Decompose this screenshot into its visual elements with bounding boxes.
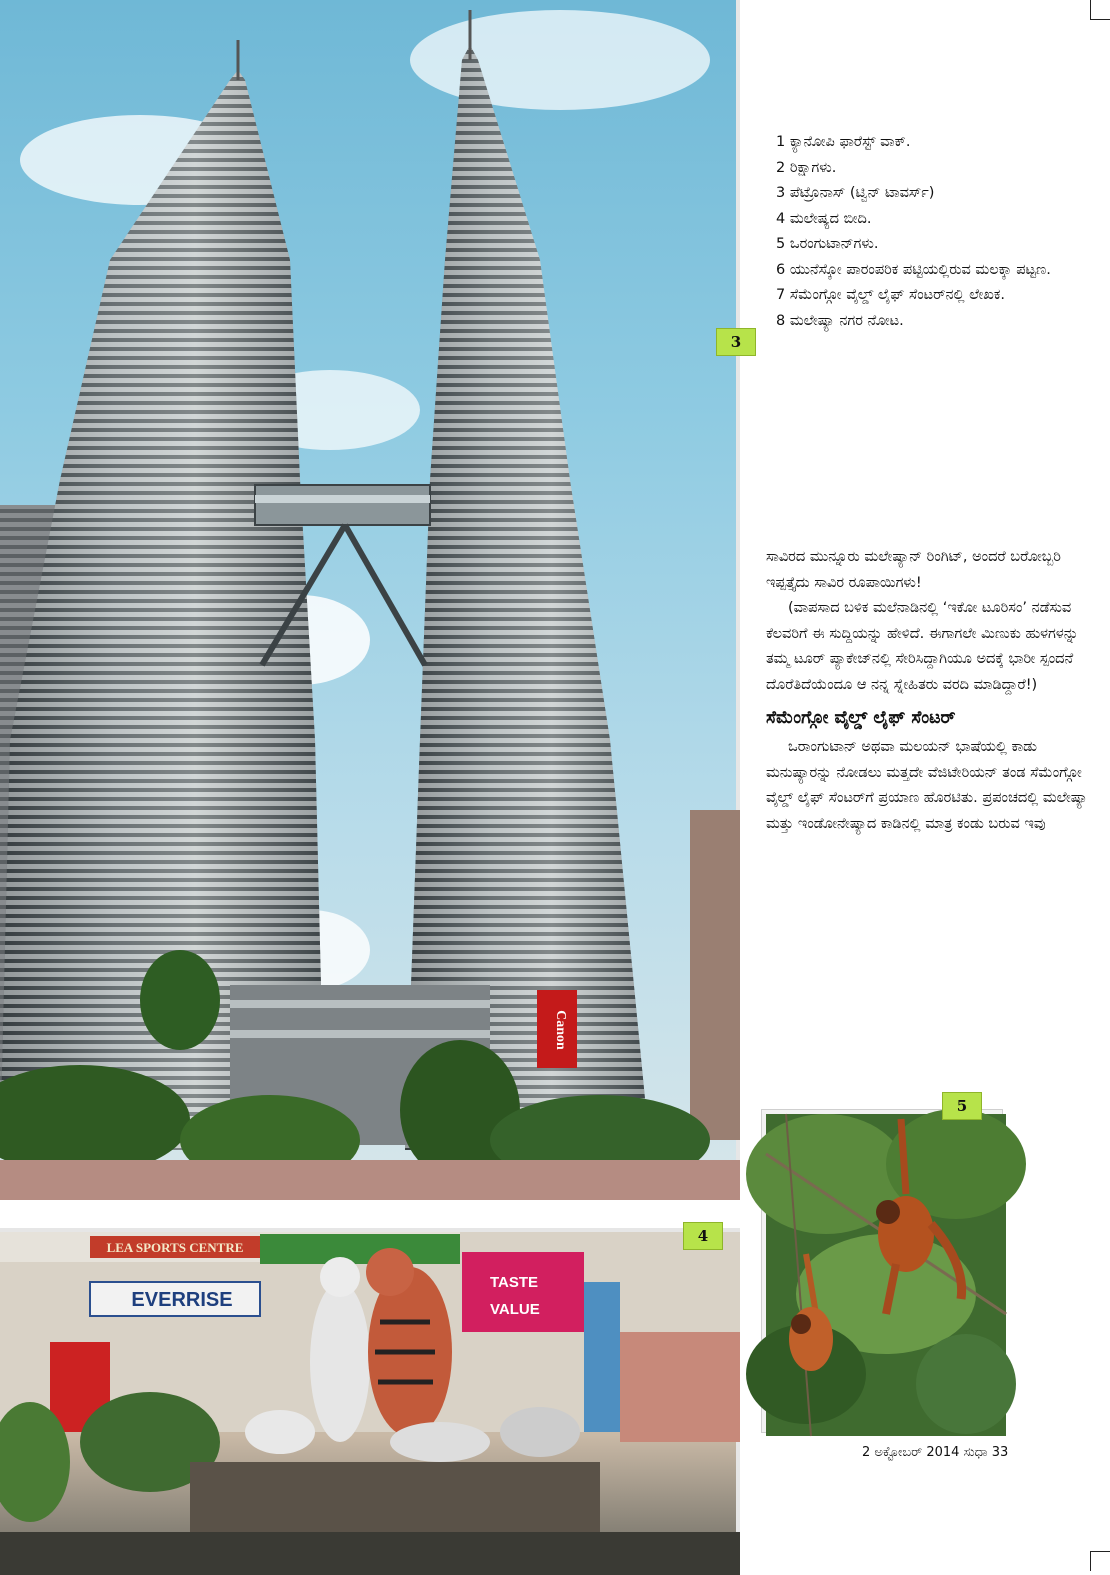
photo-tag-4: 4: [683, 1222, 723, 1250]
cat-statue-illustration: [0, 1232, 740, 1575]
sign-value: VALUE: [490, 1301, 540, 1318]
sign-taste: TASTE: [490, 1274, 539, 1291]
photo-captions: [776, 130, 1076, 334]
caption-item: 1 ಕ್ಯಾನೋಪಿ ಫಾರೆಸ್ಟ್ ವಾಕ್.: [776, 134, 911, 150]
article-paragraph: (ವಾಪಸಾದ ಬಳಿಕ ಮಲೆನಾಡಿನಲ್ಲಿ ‘ಇಕೋ ಟೂರಿಸಂ’ ನಡೆಸುವ ಕೆಲವರಿಗೆ ಈ ಸುದ್ದಿಯನ್ನು ಹೇಳಿದೆ. ಈಗಾಗಲೇ ಮಿಣುಕು ಹುಳಗಳನ್ನು ತಮ್ಮ ಟೂರ್ ಪ್ಯಾಕೇಜ್‌ನಲ್ಲಿ ಸೇರಿಸಿದ್ದಾಗಿಯೂ ಅದಕ್ಕೆ ಭಾರೀ ಸ್ಪಂದನೆ ದೊರೆತಿದೆಯೆಂದೂ ಆ ನನ್ನ ಸ್ನೇಹಿತರು ವರದಿ ಮಾಡಿದ್ದಾರೆ!): [766, 600, 1079, 693]
photo-orangutans: [762, 1097, 1002, 1432]
crop-mark-top-h: [1090, 19, 1110, 20]
crop-mark-bottom: [1090, 1551, 1091, 1571]
caption-item: 8 ಮಲೇಷ್ಯಾ ನಗರ ನೋಟ.: [776, 312, 904, 329]
article-subheading: ಸೆಮೆಂಗ್ಗೋ ವೈಲ್ಡ್ ಲೈಫ್ ಸೆಂಟರ್: [766, 708, 956, 728]
article-paragraph: ಒರಾಂಗುಟಾನ್ ಅಥವಾ ಮಲಯನ್ ಭಾಷೆಯಲ್ಲಿ ಕಾಡು ಮನುಷ್ಯಾರನ್ನು ನೋಡಲು ಮತ್ತದೇ ವೆಜಿಟೇರಿಯನ್ ತಂಡ ಸೆಮೆಂಗ್ಗೋ ವೈಲ್ಡ್ ಲೈಫ್ ಸೆಂಟರ್‌ಗೆ ಪ್ರಯಾಣ ಹೊರಟಿತು. ಪ್ರಪಂಚದಲ್ಲಿ ಮಲೇಷ್ಯಾ ಮತ್ತು ಇಂಡೋನೇಷ್ಯಾದ ಕಾಡಿನಲ್ಲಿ ಮಾತ್ರ ಕಂಡು ಬರುವ ಇವು: [766, 739, 1088, 832]
caption-item: 4 ಮಲೇಷ್ಯದ ಬೀದಿ.: [776, 210, 872, 227]
canon-sign: Canon: [553, 1010, 568, 1050]
crop-mark-bottom-h: [1090, 1551, 1110, 1552]
sign-everrise: EVERRISE: [131, 1289, 233, 1311]
article-paragraph: ಸಾವಿರದ ಮುನ್ನೂರು ಮಲೇಷ್ಯಾನ್ ರಿಂಗಿಟ್, ಅಂದರೆ ಬರೋಬ್ಬರಿ ಇಪ್ಪತ್ತೈದು ಸಾವಿರ ರೂಪಾಯಿಗಳು!: [766, 549, 1061, 591]
photo-tag-5: 5: [942, 1092, 982, 1120]
caption-item: 6 ಯುನೆಸ್ಕೋ ಪಾರಂಪರಿಕ ಪಟ್ಟಿಯಲ್ಲಿರುವ ಮಲಕ್ಕಾ ಪಟ್ಟಣ.: [776, 261, 1051, 278]
sign-lea-sports: LEA SPORTS CENTRE: [106, 1240, 244, 1255]
page-footer: 2 ಅಕ್ಟೋಬರ್ 2014 ಸುಧಾ 33: [862, 1445, 1009, 1460]
article-body: [766, 545, 1096, 837]
photo-cat-statue: [0, 1228, 740, 1571]
caption-item: 7 ಸೆಮೆಂಗ್ಗೋ ವೈಲ್ಡ್ ಲೈಫ್ ಸೆಂಟರ್‌ನಲ್ಲಿ ಲೇಖಕ.: [776, 287, 1005, 303]
caption-item: 2 ರಿಕ್ಷಾಗಳು.: [776, 159, 837, 176]
caption-item: 3 ಪೆಟ್ರೊನಾಸ್ (ಟ್ವಿನ್ ಟಾವರ್ಸ್): [776, 185, 935, 201]
caption-item: 5 ಒರಂಗುಟಾನ್‌ಗಳು.: [776, 236, 879, 252]
photo-tag-3: 3: [716, 328, 756, 356]
orangutans-illustration: [766, 1114, 1006, 1436]
crop-mark-top: [1090, 0, 1091, 20]
